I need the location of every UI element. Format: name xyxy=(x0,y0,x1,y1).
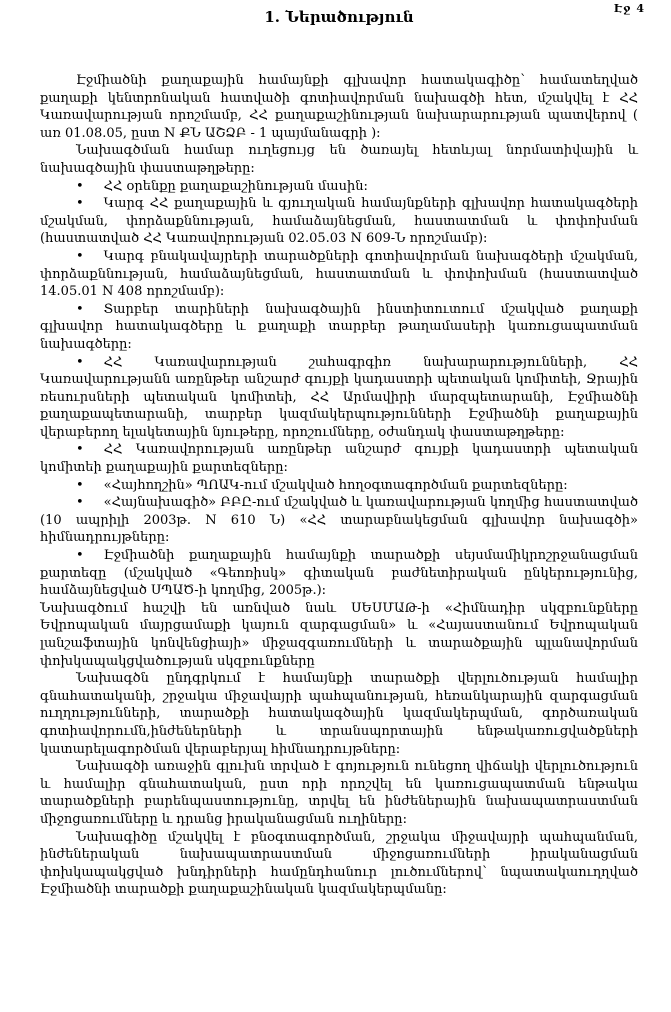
page-title: 1. Ներածություն xyxy=(264,8,414,26)
bullet-icon: • xyxy=(76,301,84,317)
bullet-text: Կարգ բնակավայրերի տարածքների գոտիավորման նախագծերի մշակման, փորձաքննության, համաձայնեցման, հաստատման և փոփոխման (հաստատված 14.05.01 N 408 որոշմամբ)։ xyxy=(40,248,638,300)
bullet-icon: • xyxy=(76,196,84,212)
bullet-icon: • xyxy=(76,477,84,493)
paragraph: Էջմիածնի քաղաքային համայնքի գլխավոր հատակագիծը՝ համատեղված քաղաքի կենտրոնական հատվածի գոտիավորման նախագծի հետ, մշակվել է ՀՀ Կառավարության որոշմամբ, ՀՀ քաղաքաշինության նախարարության պատվերով ( առ 01.08.05, ըստ N ՔՆ ԱՇՁԲ - 1 պայմանագրի )։ xyxy=(40,73,638,141)
bullet-item xyxy=(40,301,638,354)
paragraph: Նախագծման համար ուղեցույց են ծառայել հետևյալ նորմատիվային և նախագծային փաստաթղթերը։ xyxy=(40,143,638,176)
paragraph: Նախագծի առաջին գլուխն տրված է գոյություն ունեցող վիճակի վերլուծություն և համալիր գնահատական, ըստ որի որոշվել են կառուցապատման ենթակա տարածքների բարենպաստությունը, տրվել են ինժեներային նախապատրաստման միջոցառումները և դրանց իրականացման ուղիները։ xyxy=(40,759,638,827)
bullet-item xyxy=(40,248,638,301)
bullet-text: «Հայնախագիծ» ԲԲԸ-ում մշակված և կառավարության կողմից հաստատված (10 ապրիլի 2003թ. N 610 Ն) «ՀՀ տարաբնակեցման գլխավոր նախագծի» հիմնադրույթները։ xyxy=(40,495,638,546)
bullet-icon: • xyxy=(76,548,84,564)
bullet-item xyxy=(40,547,638,600)
bullet-icon: • xyxy=(76,354,84,370)
paragraph: Նախագծն ընդգրկում է համայնքի տարածքի վերլուծության համալիր գնահատականի, շրջակա միջավայրի պահպանության, հեռանկարային զարգացման ուղղությունների, տարածքի հատակագծային կազմակերպման, գործառական գոտիավորումն,ինժեներների և տրանսպորտային ենթակառուցվածքների կատարելագործման վերաբերյալ հիմնադրույթները։ xyxy=(40,671,638,757)
bullet-text: Տարբեր տարիների նախագծային ինստիտուտում մշակված քաղաքի գլխավոր հատակագծերը և քաղաքի տարբեր թաղամասերի կառուցապատման նախագծերը։ xyxy=(40,301,638,352)
paragraph: Նախագծում հաշվի են առնված նաև ՍԵՍՄԱԹ-ի «Հիմնադիր սկզբունքները Եվրոպական մայրցամաքի կայուն զարգացման» և «Հայաստանում Եվրոպական լանշաֆտային կոնվենցիայի» միջազգառումների և տարածքային պլանավորման փոխկապակցվածության սկզբունքները xyxy=(40,600,638,669)
bullet-item xyxy=(40,178,638,196)
bullet-text: Կարգ ՀՀ քաղաքային և գյուղական համայնքների գլխավոր հատակագծերի մշակման, փորձաքննության, համաձայնեցման, հաստատման և փոփոխման (հաստատված ՀՀ Կառավորության 02.05.03 N 609-Ն որոշմամբ)։ xyxy=(40,196,638,247)
bullet-text: ՀՀ Կառավարության շահագրգիռ նախարարությունների, ՀՀ Կառավարությանն առընթեր անշարժ գույքի կադաստրի պետական կոմիտեի, Ջրային ռեսուրսների պետական կոմիտեի, ՀՀ Արմավիրի մարզպետարանի, Էջմիածնի քաղաքապետարանի, տարբեր կազմակերպությունների Էջմիածնի քաղաքային վերաբերող ելակետային նյութերը, որոշումները, օժանդակ փաստաթղթերը։ xyxy=(40,354,638,440)
bullet-item xyxy=(40,354,638,442)
page-number: Էջ 4 xyxy=(613,2,645,15)
bullet-icon: • xyxy=(76,248,84,264)
bullet-text: «Հայհողշին» ՊՈԱԿ-ում մշակված հողօգտագործման քարտեզները։ xyxy=(103,477,568,493)
bullet-item xyxy=(40,494,638,547)
bullet-icon: • xyxy=(76,495,84,511)
bullet-item xyxy=(40,195,638,248)
bullet-item xyxy=(40,477,638,495)
bullet-item xyxy=(40,441,638,476)
bullet-text: ՀՀ Կառավորության առընթեր անշարժ գույքի կադաստրի պետական կոմիտեի քաղաքային քարտեզները։ xyxy=(40,442,638,476)
bullet-text: ՀՀ օրենքը քաղաքաշինության մասին։ xyxy=(103,178,368,194)
bullet-icon: • xyxy=(76,178,84,194)
bullet-text: Էջմիածնի քաղաքային համայնքի տարածքի սեյսմամիկրոշրջանացման քարտեզը (մշակված «Գեոռիսկ» գիտական բաժնետիրական ընկերությունից, համձայնեցված ՍՊԱԾ-ի կողմից, 2005թ.)։ xyxy=(40,548,638,599)
paragraph: Նախագիծը մշակվել է բնօգտագործման, շրջակա միջավայրի պահպանման, ինժեներական նախապատրաստման միջոցառումների իրականացման փոխկապակցված խնդիրների համընդհանուր լուծումներով՝ նպատակաուղղված Էջմիածնի տարածքի քաղաքաշինական կազմակերպմանը։ xyxy=(40,829,638,898)
bullet-icon: • xyxy=(76,442,84,458)
document-body xyxy=(40,72,638,899)
